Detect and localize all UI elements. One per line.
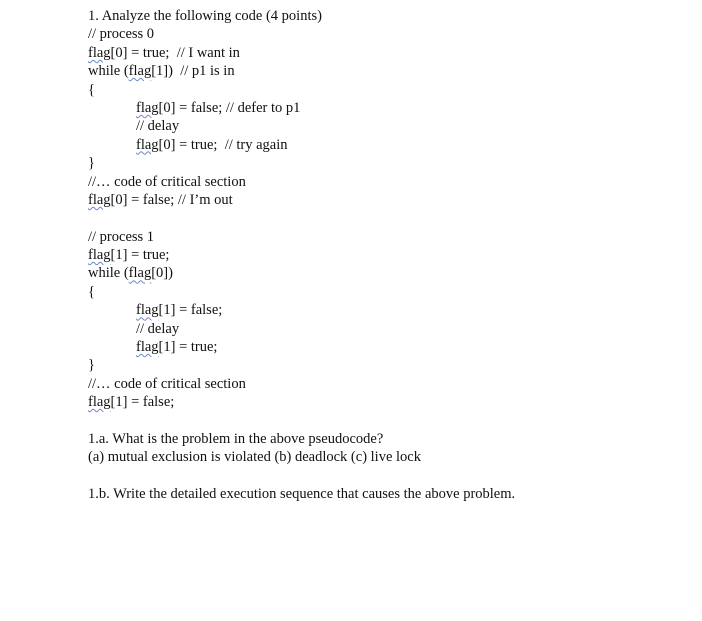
- question-title: 1. Analyze the following code (4 points): [88, 8, 322, 24]
- process0-header: // process 0: [88, 26, 155, 43]
- spacer: [88, 467, 688, 485]
- process1-body-line-3: flag[1] = true;: [136, 339, 218, 356]
- process1-while: while (flag[0]): [88, 265, 173, 282]
- part-a-question: 1.a. What is the problem in the above pseudocode?: [88, 430, 384, 447]
- process0-set-flag: flag[0] = true; // I want in: [88, 44, 240, 61]
- process0-exit: flag[0] = false; // I’m out: [88, 191, 233, 208]
- flag-word: flag: [88, 394, 111, 411]
- part-a-options: (a) mutual exclusion is violated (b) deadlock (c) live lock: [88, 449, 421, 466]
- process1-critical-section: //… code of critical section: [88, 375, 246, 392]
- process0-while: while (flag[1]) // p1 is in: [88, 63, 235, 80]
- spacer: [88, 209, 688, 227]
- process0-critical-section: //… code of critical section: [88, 173, 246, 190]
- process1-header: // process 1: [88, 228, 155, 245]
- flag-word: flag: [136, 302, 159, 319]
- document-body: [88, 7, 688, 504]
- process0-close-brace: }: [88, 155, 95, 172]
- flag-word: flag: [136, 136, 159, 153]
- flag-word: flag: [128, 265, 152, 282]
- part-b-question: 1.b. Write the detailed execution sequence that causes the above problem.: [88, 486, 516, 503]
- spacer: [88, 412, 688, 430]
- flag-word: flag: [136, 339, 159, 356]
- process0-open-brace: {: [88, 81, 95, 98]
- flag-word: flag: [128, 63, 152, 80]
- process0-body-line-1: flag[0] = false; // defer to p1: [136, 99, 301, 116]
- flag-word: flag: [88, 191, 111, 208]
- process1-open-brace: {: [88, 283, 95, 300]
- process1-body-line-2: // delay: [136, 320, 180, 337]
- flag-word: flag: [88, 247, 111, 264]
- process0-body-line-2: // delay: [136, 118, 180, 135]
- process0-body-line-3: flag[0] = true; // try again: [136, 136, 288, 153]
- process1-exit: flag[1] = false;: [88, 394, 175, 411]
- process1-close-brace: }: [88, 357, 95, 374]
- flag-word: flag: [88, 44, 111, 61]
- flag-word: flag: [136, 99, 159, 116]
- process1-set-flag: flag[1] = true;: [88, 247, 170, 264]
- process1-body-line-1: flag[1] = false;: [136, 302, 223, 319]
